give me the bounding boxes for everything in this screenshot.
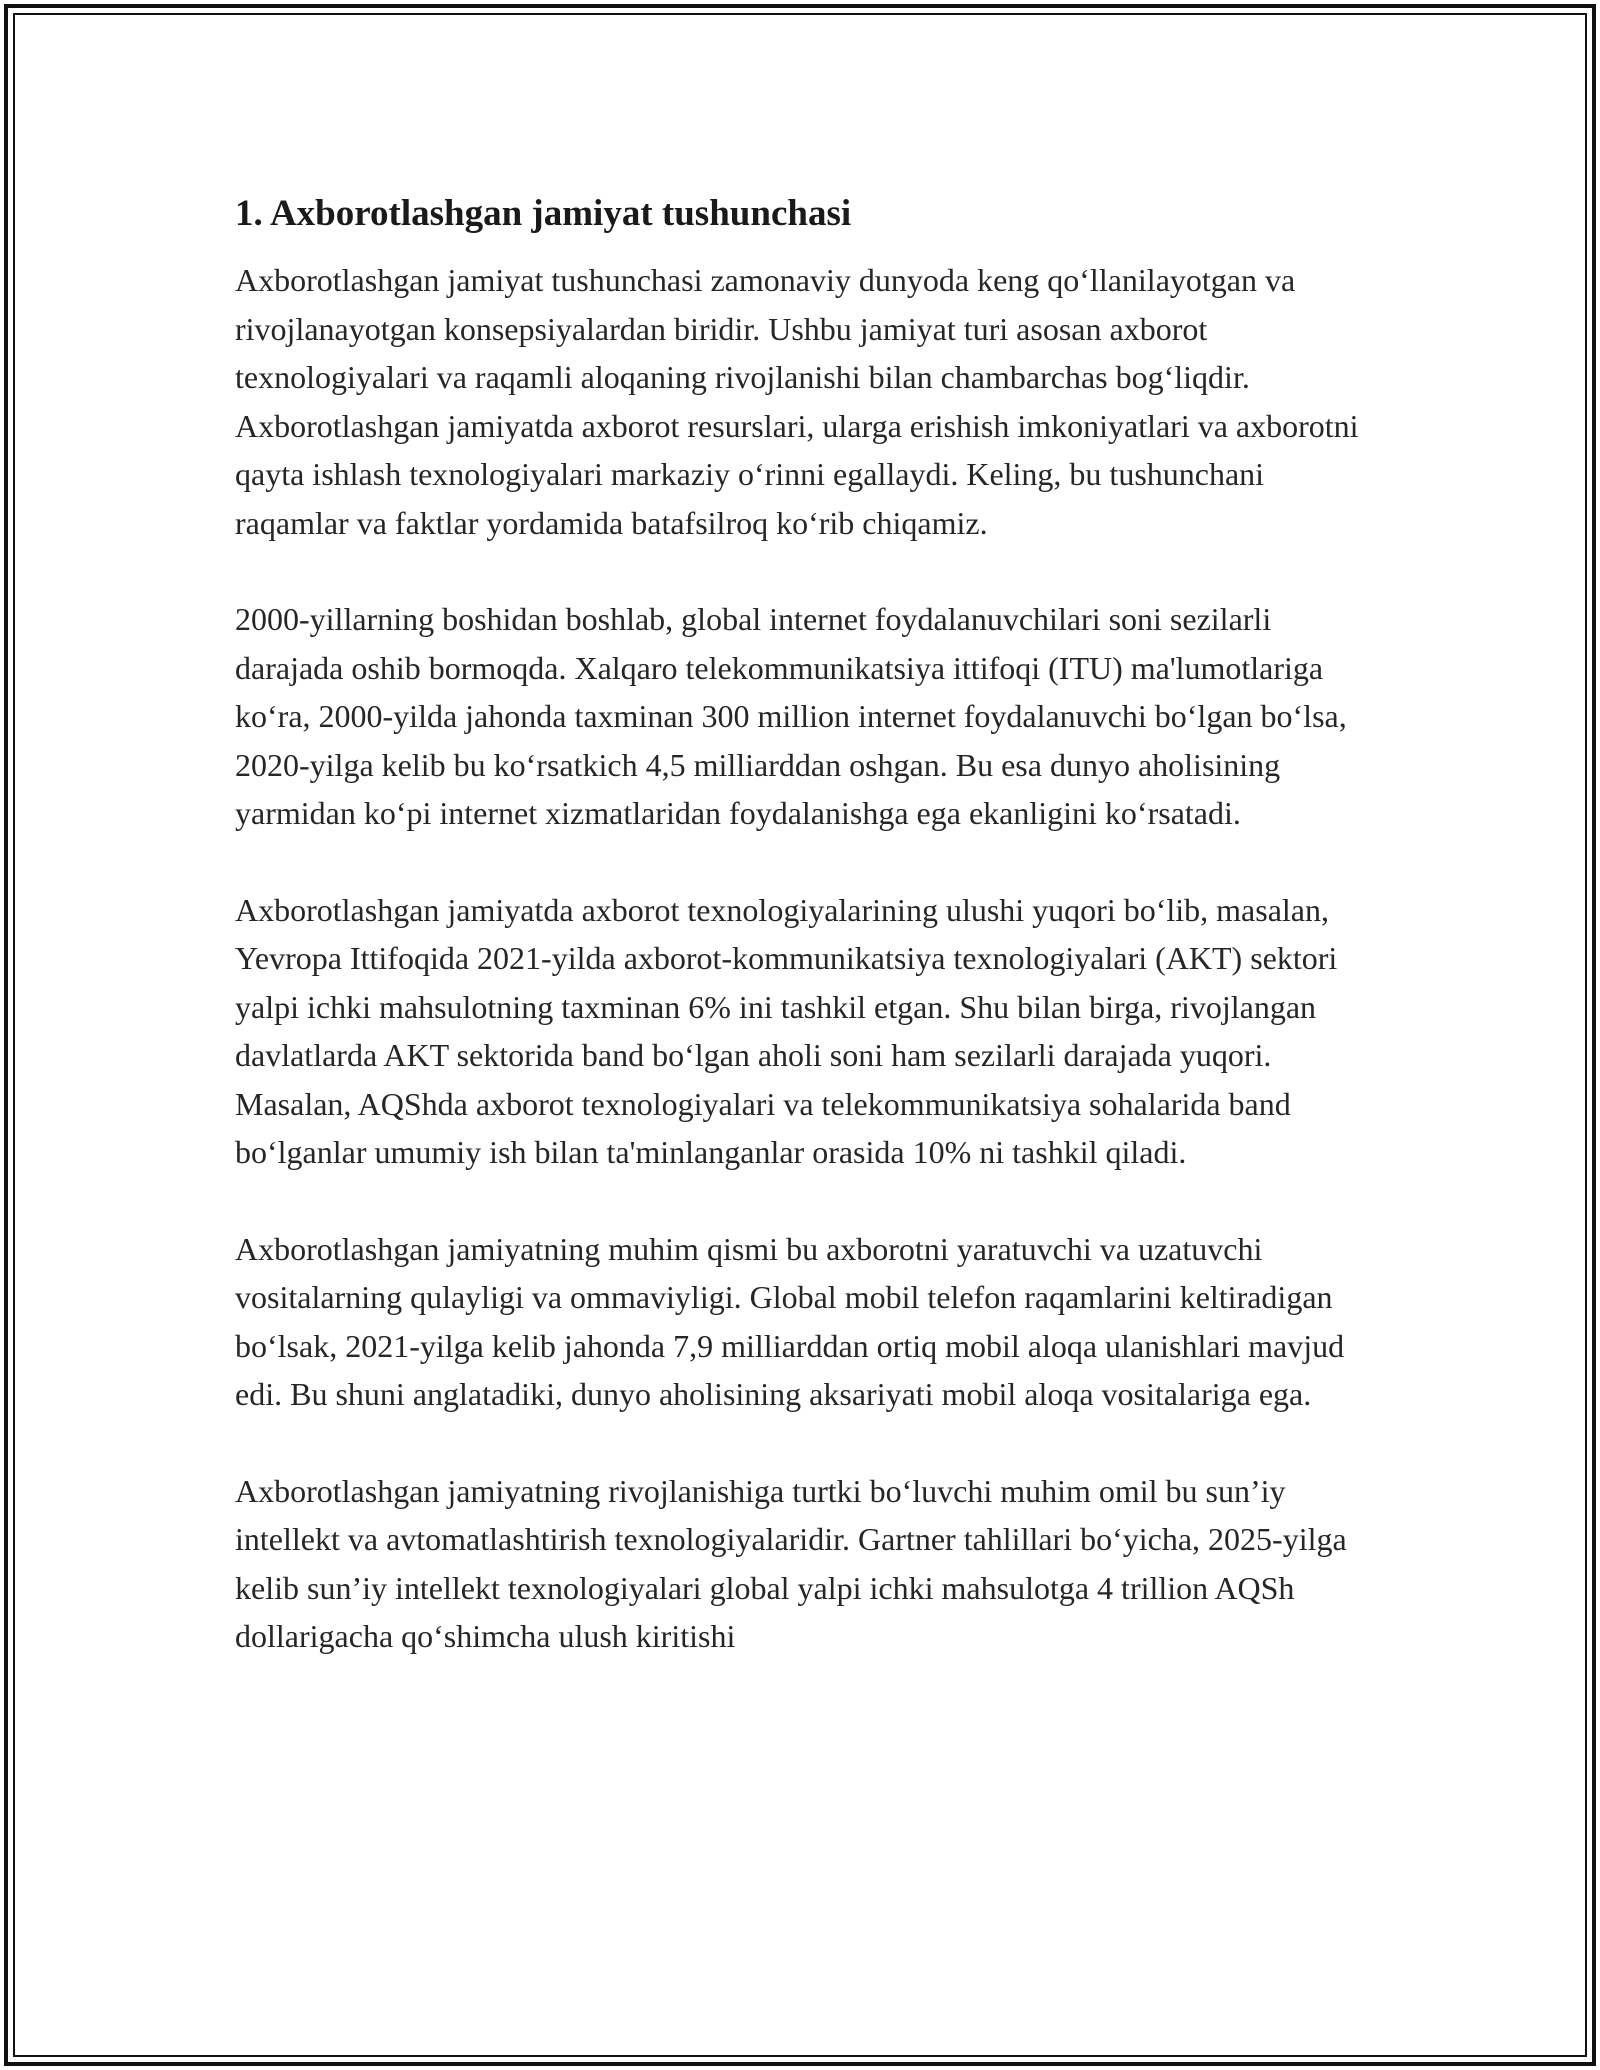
paragraph-ict-sector: Axborotlashgan jamiyatda axborot texnologiyalarining ulushi yuqori bo‘lib, masalan, Yevropa Ittifoqida 2021-yilda axborot-kommunikatsiya texnologiyalari (AKT) sektori yalpi ichki mahsulotning taxminan 6% ini tashkil etgan. Shu bilan birga, rivojlangan davlatlarda AKT sektorida band bo‘lgan aholi soni ham sezilarli darajada yuqori. Masalan, AQShda axborot texnologiyalari va telekommunikatsiya sohalarida band bo‘lganlar umumiy ish bilan ta'minlanganlar orasida 10% ni tashkil qiladi.	[235, 891, 1338, 1170]
document-body	[235, 186, 1385, 1661]
section-heading: 1. Axborotlashgan jamiyat tushunchasi	[235, 193, 852, 234]
paragraph-ai: Axborotlashgan jamiyatning rivojlanishiga turtki bo‘luvchi muhim omil bu sun’iy intellekt va avtomatlashtirish texnologiyalaridir. Gartner tahlillari bo‘yicha, 2025-yilga kelib sun’iy intellekt texnologiyalari global yalpi ichki mahsulotga 4 trillion AQSh dollarigacha qo‘shimcha ulush kiritishi	[235, 1472, 1347, 1654]
paragraph-intro: Axborotlashgan jamiyat tushunchasi zamonaviy dunyoda keng qo‘llanilayotgan va rivojlanayotgan konsepsiyalardan biridir. Ushbu jamiyat turi asosan axborot texnologiyalari va raqamli aloqaning rivojlanishi bilan chambarchas bog‘liqdir. Axborotlashgan jamiyatda axborot resurslari, ularga erishish imkoniyatlari va axborotni qayta ishlash texnologiyalari markaziy o‘rinni egallaydi. Keling, bu tushunchani raqamlar va faktlar yordamida batafsilroq ko‘rib chiqamiz.	[235, 262, 1359, 541]
paragraph-mobile: Axborotlashgan jamiyatning muhim qismi bu axborotni yaratuvchi va uzatuvchi vositalarning qulayligi va ommaviyligi. Global mobil telefon raqamlarini keltiradigan bo‘lsak, 2021-yilga kelib jahonda 7,9 milliarddan ortiq mobil aloqa ulanishlari mavjud edi. Bu shuni anglatadiki, dunyo aholisining aksariyati mobil aloqa vositalariga ega.	[235, 1230, 1345, 1412]
paragraph-internet-users: 2000-yillarning boshidan boshlab, global internet foydalanuvchilari soni sezilarli darajada oshib bormoqda. Xalqaro telekommunikatsiya ittifoqi (ITU) ma'lumotlariga ko‘ra, 2000-yilda jahonda taxminan 300 million internet foydalanuvchi bo‘lgan bo‘lsa, 2020-yilga kelib bu ko‘rsatkich 4,5 milliarddan oshgan. Bu esa dunyo aholisining yarmidan ko‘pi internet xizmatlaridan foydalanishga ega ekanligini ko‘rsatadi.	[235, 601, 1347, 831]
